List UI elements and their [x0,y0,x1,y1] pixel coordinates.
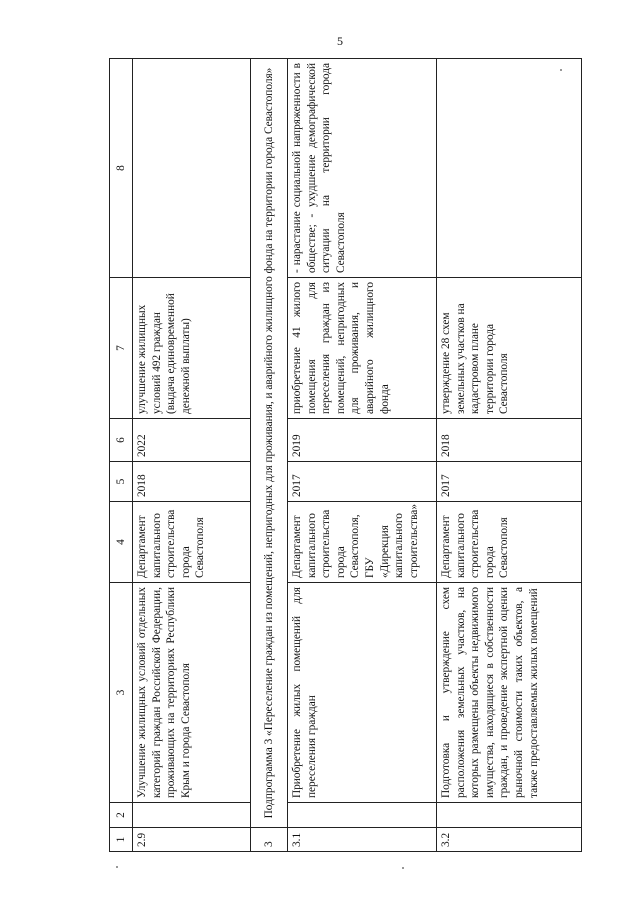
executor-cell: Департамент капитального строительства города Севастополя, ГБУ «Дирекция капитального строительства» [288,502,437,583]
header-cell: 3 [110,583,133,803]
header-cell: 6 [110,419,133,462]
row-col2 [288,803,437,828]
page-number: 5 [337,34,343,48]
start-year-cell: 2018 [133,462,251,502]
header-row [110,59,133,852]
subprogram-title: Подпрограмма 3 «Переселение граждан из помещений, непригодных для проживания, и аварийного жилищного фонда на территории города Севастополя» [251,59,288,828]
scan-speck [116,866,118,868]
row-col2 [133,803,251,828]
result-cell: приобретение 41 жилого помещения для переселения граждан из помещений, непригодных для проживания, и аварийного жилищного фонда [288,278,437,419]
result-cell: улучшение жилищных условий 492 граждан (выдача единовременной денежной выплаты) [133,278,251,419]
header-cell: 1 [110,828,133,852]
table-row [437,59,582,852]
header-cell: 7 [110,278,133,419]
consequences-cell [437,59,582,278]
header-cell: 4 [110,502,133,583]
end-year-cell: 2022 [133,419,251,462]
header-cell: 5 [110,462,133,502]
consequences-cell: - нарастание социальной напряженности в обществе; - ухудшение демографической ситуации на территории города Севастополя [288,59,437,278]
scan-speck [402,867,404,869]
measure-cell: Подготовка и утверждение схем расположения земельных участков, на которых размещены объекты недвижимого имущества, находящиеся в собственности граждан, и проведение экспертной оценки рыночной стоимости таких объектов, а также предоставляемых жилых помещений [437,583,582,803]
subprogram-row [251,59,288,852]
rotated-table-wrapper [109,59,583,852]
row-number: 3.1 [288,828,437,852]
row-number: 2.9 [133,828,251,852]
executor-cell: Департамент капитального строительства города Севастополя [437,502,582,583]
measure-cell: Приобретение жилых помещений для переселения граждан [288,583,437,803]
row-number: 3.2 [437,828,582,852]
row-col2 [437,803,582,828]
executor-cell: Департамент капитального строительства города Севастополя [133,502,251,583]
consequences-cell [133,59,251,278]
header-cell: 8 [110,59,133,278]
table-row [133,59,251,852]
start-year-cell: 2017 [437,462,582,502]
start-year-cell: 2017 [288,462,437,502]
end-year-cell: 2019 [288,419,437,462]
end-year-cell: 2018 [437,419,582,462]
subprogram-number: 3 [251,828,288,852]
table-row [288,59,437,852]
program-measures-table [109,58,582,852]
measure-cell: Улучшение жилищных условий отдельных категорий граждан Российской Федерации, проживающих на территориях Республики Крым и города Севастополя [133,583,251,803]
header-cell: 2 [110,803,133,828]
result-cell: утверждение 28 схем земельных участков на кадастровом плане территории города Севастополя [437,278,582,419]
